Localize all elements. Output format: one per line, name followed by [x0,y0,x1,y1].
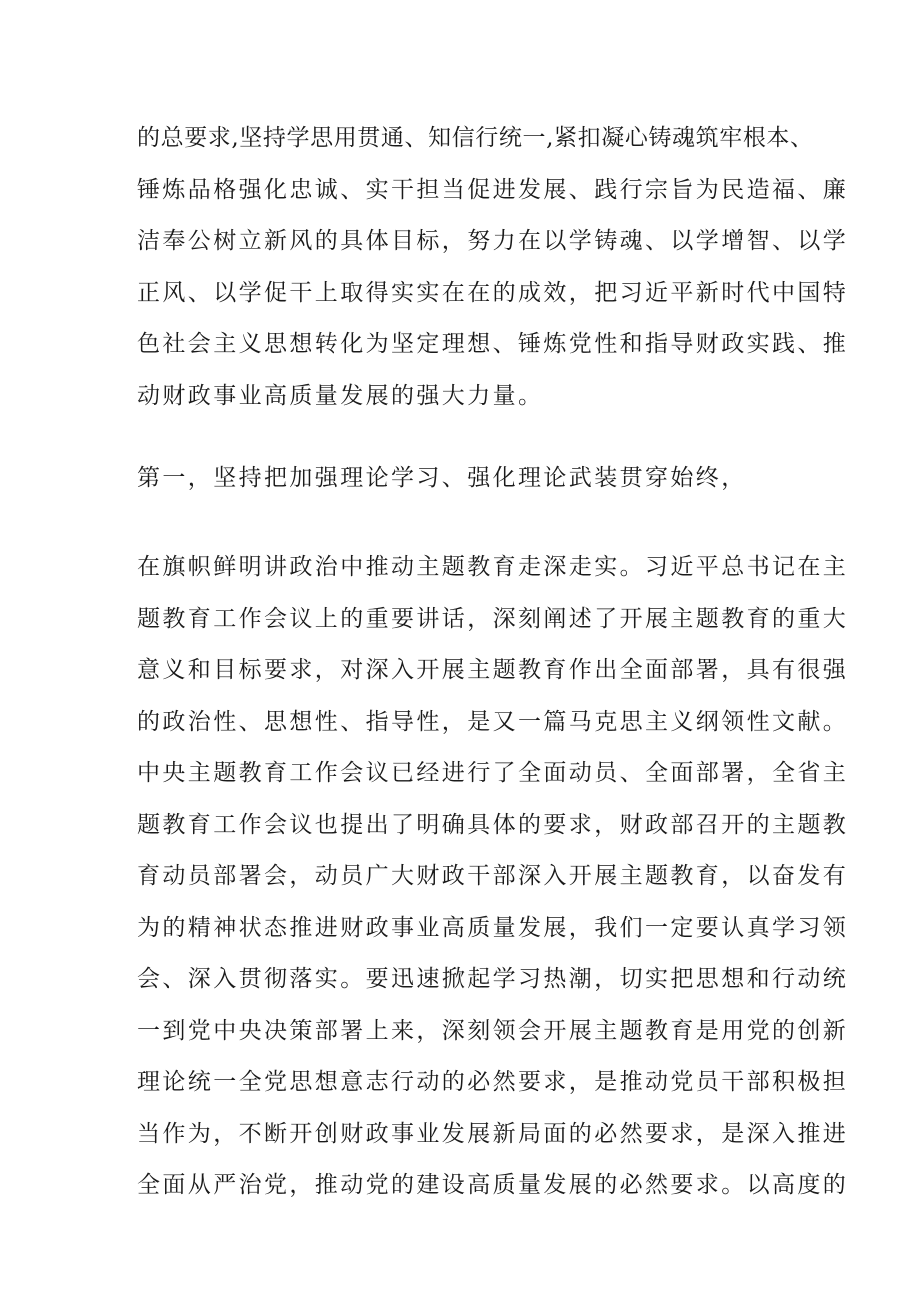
text-line: 的政治性、思想性、指导性，是又一篇马克思主义纲领性文献。 [137,708,849,735]
section-heading-first [137,453,797,505]
text-line: 洁奉公树立新风的具体目标，努力在以学铸魂、以学增智、以学 [137,228,849,254]
paragraph-general-requirements [137,113,849,422]
text-line: 正风、以学促干上取得实实在在的成效，把习近平新时代中国特 [137,279,849,306]
text-line: 色社会主义思想转化为坚定理想、锤炼党性和指导财政实践、推 [137,331,849,357]
text-line: 锤炼品格强化忠诚、实干担当促进发展、践行宗旨为民造福、廉 [137,176,849,203]
text-line: 题教育工作会议上的重要讲话，深刻阐述了开展主题教育的重大 [137,605,849,632]
text-line: 当作为，不断开创财政事业发展新局面的必然要求，是深入推进 [137,1120,849,1147]
text-line: 题教育工作会议也提出了明确具体的要求，财政部召开的主题教 [137,811,849,838]
text-line: 育动员部署会，动员广大财政干部深入开展主题教育，以奋发有 [137,863,849,889]
text-line: 意义和目标要求，对深入开展主题教育作出全面部署，具有很强 [137,657,849,683]
text-line: 一到党中央决策部署上来，深刻领会开展主题教育是用党的创新 [137,1017,849,1044]
text-line: 会、深入贯彻落实。要迅速掀起学习热潮，切实把思想和行动统 [137,966,849,992]
text-line: 的总要求,坚持学思用贯通、知信行统一,紧扣凝心铸魂筑牢根本、 [137,125,814,151]
text-line: 在旗帜鲜明讲政治中推动主题教育走深走实。习近平总书记在主 [137,554,849,580]
paragraph-theme-education [137,542,849,1212]
text-line: 动财政事业高质量发展的强大力量。 [137,382,544,409]
text-line: 理论统一全党思想意志行动的必然要求，是推动党员干部积极担 [137,1069,849,1095]
text-line: 为的精神状态推进财政事业高质量发展，我们一定要认真学习领 [137,914,849,941]
text-line: 第一，坚持把加强理论学习、强化理论武装贯穿始终， [137,465,747,491]
text-line: 中央主题教育工作会议已经进行了全面动员、全面部署，全省主 [137,760,849,786]
text-line: 全面从严治党，推动党的建设高质量发展的必然要求。以高度的 [137,1172,849,1198]
